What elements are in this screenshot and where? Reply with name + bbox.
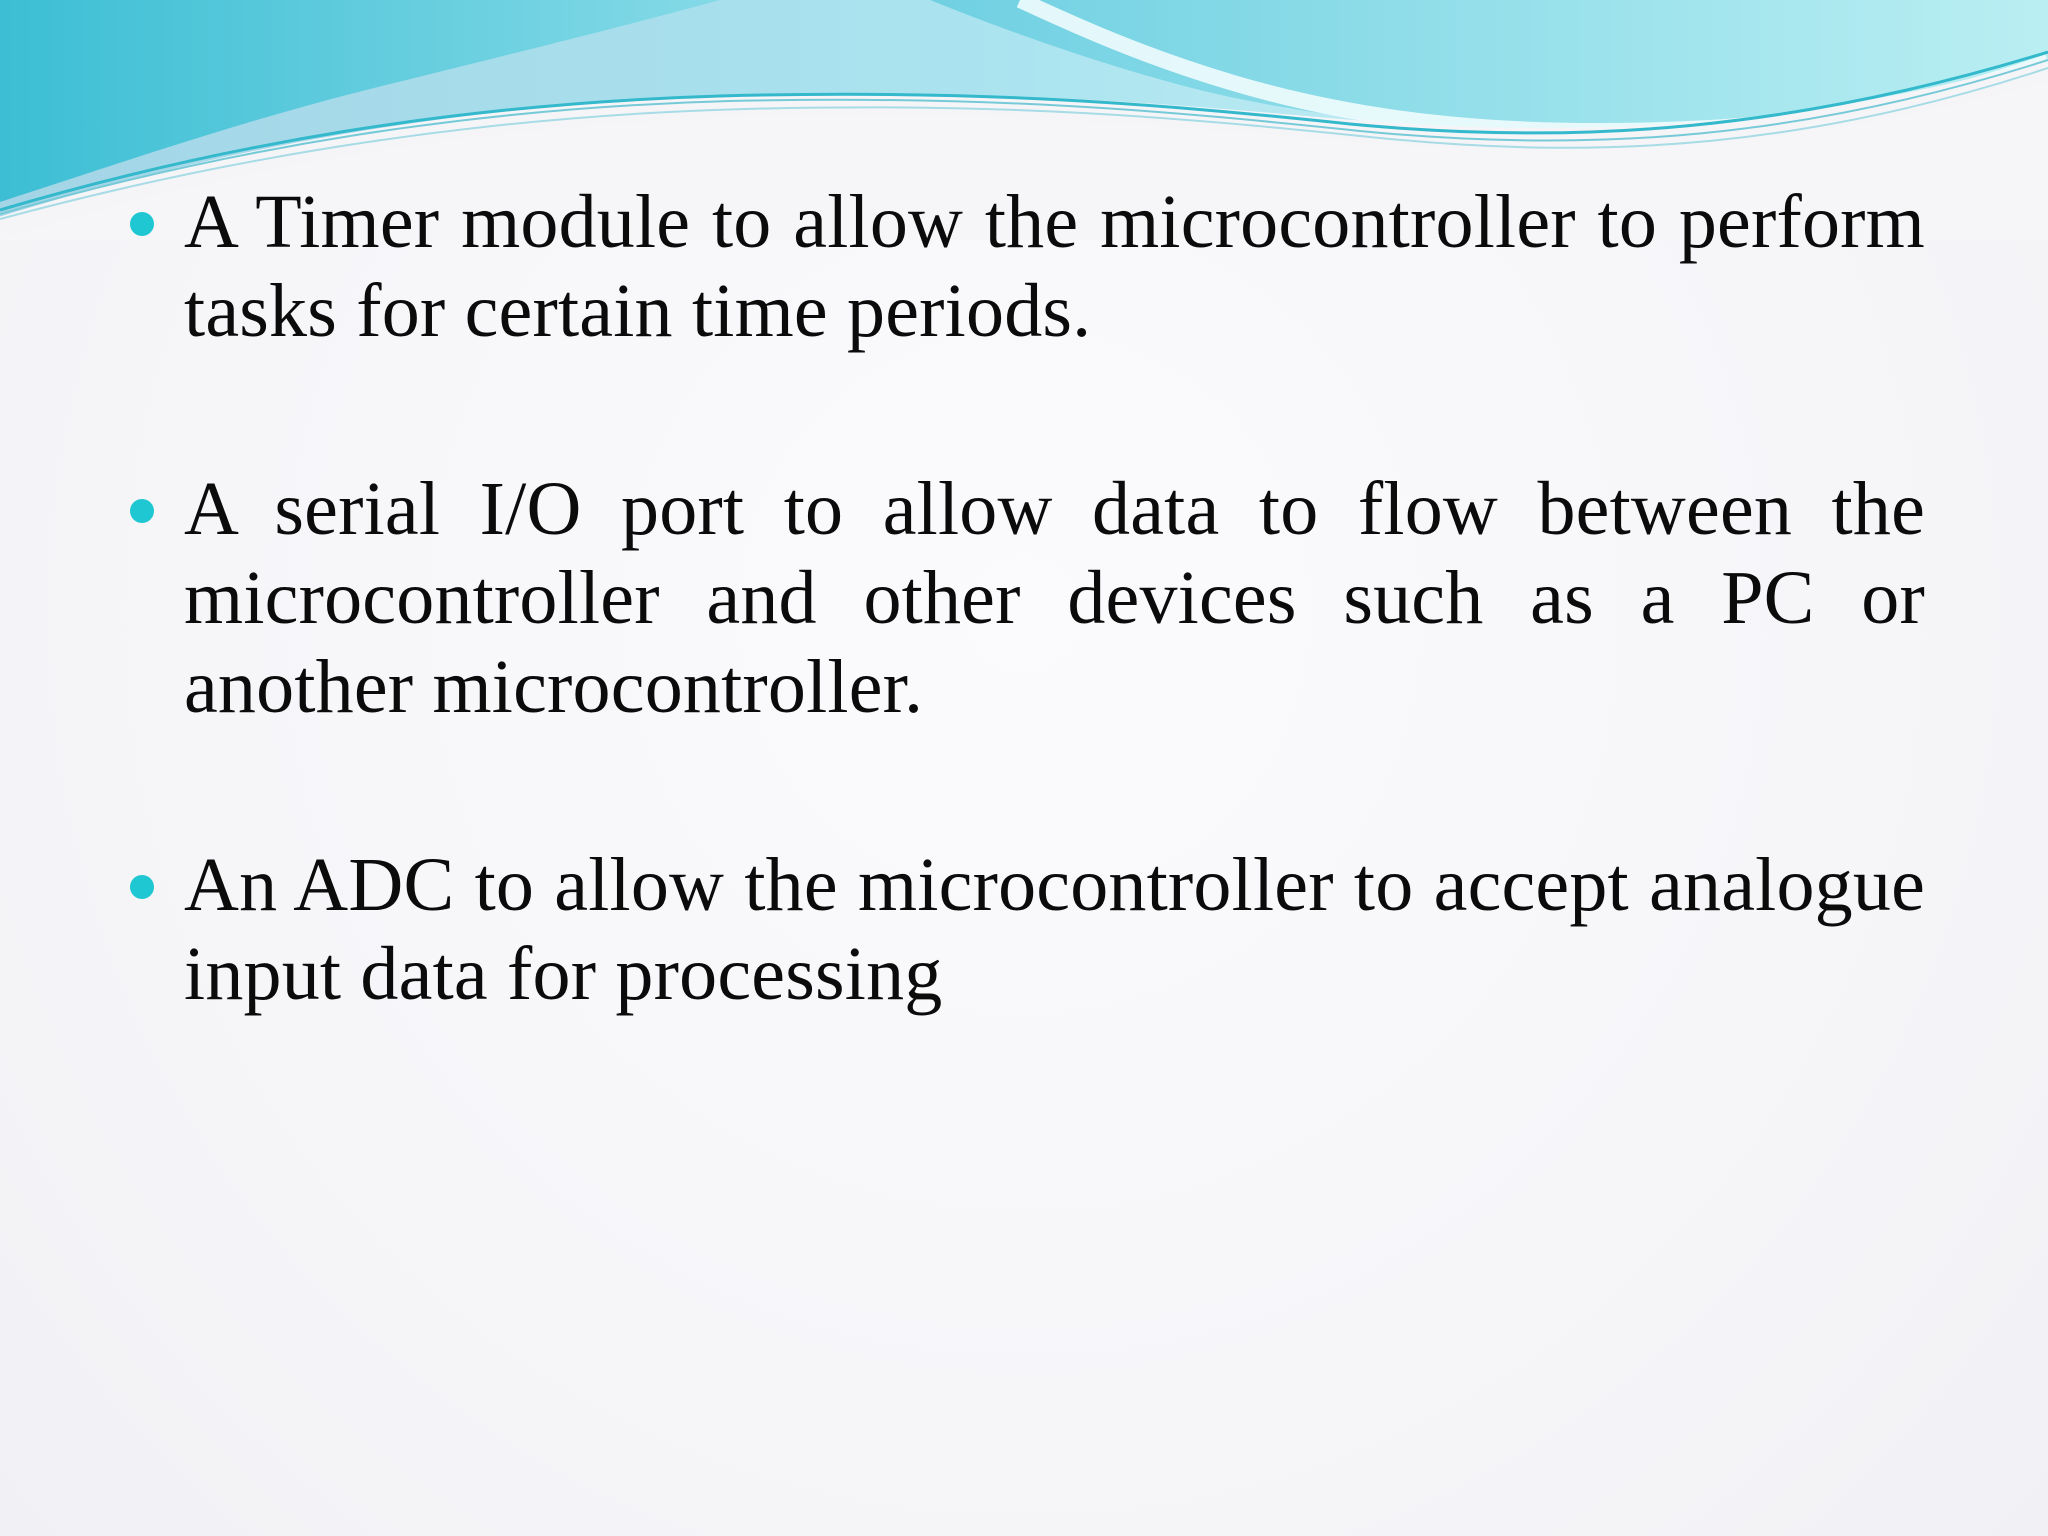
- bullet-item-serial-io-port: [130, 465, 1925, 732]
- bullet-text: An ADC to allow the microcontroller to accept analogue input data for processing: [184, 843, 1925, 1016]
- bullet-dot-icon: [130, 875, 154, 899]
- bullet-item-adc: [130, 841, 1925, 1019]
- bullet-dot-icon: [130, 499, 154, 523]
- bullet-list: [130, 178, 1925, 1019]
- bullet-text: A serial I/O port to allow data to flow between the microcontroller and other devices such as a PC or another microcontroller.: [184, 467, 1925, 729]
- bullet-text: A Timer module to allow the microcontroller to perform tasks for certain time periods.: [184, 180, 1925, 353]
- bullet-item-timer-module: [130, 178, 1925, 356]
- bullet-dot-icon: [130, 212, 154, 236]
